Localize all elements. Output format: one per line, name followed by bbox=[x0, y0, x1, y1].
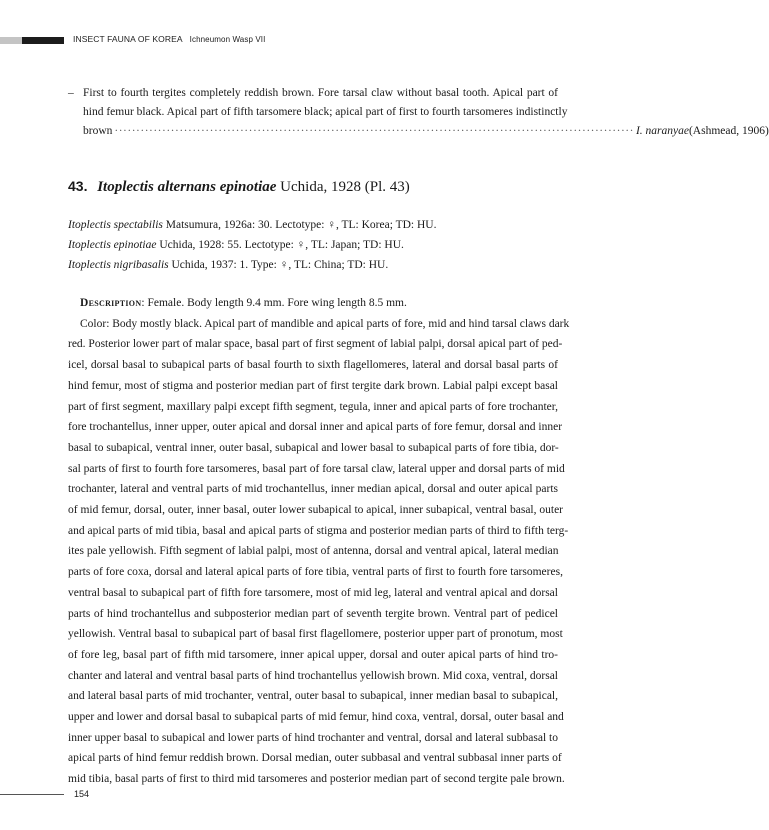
couplet-dash: – bbox=[68, 87, 74, 99]
description-line: and lateral basal parts of mid trochanter, ventral, outer basal to subapical, inner median basal to subapical, bbox=[68, 690, 558, 703]
header-bar-gray bbox=[0, 37, 22, 44]
description-line: of fore leg, basal part of fifth mid tarsomere, inner apical upper, dorsal and outer apical parts of hind tro- bbox=[68, 648, 558, 661]
description-intro-text: : Female. Body length 9.4 mm. Fore wing length 8.5 mm. bbox=[141, 297, 407, 309]
description-section bbox=[68, 293, 570, 790]
synonym-name: Itoplectis nigribasalis bbox=[68, 259, 169, 271]
description-line: parts of hind trochantellus and subposterior median part of seventh tergite brown. Ventral part of pedicel bbox=[68, 607, 558, 620]
description-line: fore trochantellus, inner upper, outer apical and dorsal inner and apical parts of fore femur, dorsal and inner bbox=[68, 421, 563, 434]
description-line: parts of fore coxa, dorsal and lateral apical parts of fore tibia, ventral parts of first to fourth fore tarsomeres, bbox=[68, 566, 563, 579]
description-label: Description bbox=[80, 297, 142, 309]
description-line: basal to subapical, ventral inner, outer basal, subapical and lower basal to subapical parts of fore tibia, dor- bbox=[68, 441, 559, 454]
description-line: and apical parts of mid tibia, basal and apical parts of stigma and posterior median parts of third to fifth terg- bbox=[68, 524, 569, 537]
species-plate: (Pl. 43) bbox=[364, 179, 410, 195]
color-description bbox=[68, 314, 570, 790]
synonymy-list bbox=[68, 215, 558, 275]
description-line: upper and lower and dorsal basal to subapical parts of mid femur, hind coxa, ventral, dorsal, outer basal and bbox=[68, 711, 564, 724]
description-line: red. Posterior lower part of malar space, basal part of first segment of labial palpi, dorsal apical part of ped- bbox=[68, 338, 563, 351]
couplet-authority: (Ashmead, 1906) bbox=[688, 125, 769, 137]
description-line: hind femur, most of stigma and posterior median part of first tergite dark brown. Labial palpi except basal bbox=[68, 379, 558, 392]
key-couplet bbox=[68, 84, 769, 141]
leader-dots: ························································································································ bbox=[114, 125, 634, 137]
couplet-line-2: hind femur black. Apical part of fifth tarsomere black; apical part of first to fourth tarsomeres indistinctly bbox=[83, 106, 568, 118]
description-line: ites pale yellowish. Fifth segment of labial palpi, most of antenna, dorsal and ventral apical, lateral median bbox=[68, 545, 559, 558]
synonym-citation: Uchida, 1928: 55. Lectotype: ♀, TL: Japan; TD: HU. bbox=[159, 239, 404, 251]
description-line: of mid femur, dorsal, outer, inner basal, outer lower subapical to apical, inner subapical, ventral basal, outer bbox=[68, 504, 564, 517]
header-bar-black bbox=[22, 37, 64, 44]
species-name: Itoplectis alternans epinotiae bbox=[97, 179, 277, 195]
page-number: 154 bbox=[74, 789, 90, 799]
couplet-line-3 bbox=[68, 122, 769, 141]
synonym-entry bbox=[68, 235, 558, 255]
synonym-entry bbox=[68, 215, 558, 235]
running-header bbox=[73, 34, 265, 44]
species-author: Uchida, 1928 bbox=[280, 179, 361, 195]
species-heading bbox=[68, 178, 410, 196]
description-line: apical parts of hind femur reddish brown. Dorsal median, outer subbasal and ventral subbasal inner parts of bbox=[68, 752, 562, 765]
description-line: sal parts of first to fourth fore tarsomeres, basal part of fore tarsal claw, lateral upper and dorsal parts of mid bbox=[68, 462, 565, 475]
species-number: 43. bbox=[68, 178, 88, 194]
description-line: mid tibia, basal parts of first to third mid tarsomeres and posterior median part of second tergite pale brown. bbox=[68, 773, 565, 786]
description-line: yellowish. Ventral basal to subapical part of basal first flagellomere, posterior upper part of pronotum, most bbox=[68, 628, 563, 641]
couplet-end-text: brown bbox=[83, 125, 113, 137]
description-line: icel, dorsal basal to subapical parts of basal fourth to sixth flagellomeres, lateral and dorsal basal parts of bbox=[68, 359, 558, 372]
description-intro bbox=[68, 293, 558, 314]
description-line: inner upper basal to subapical and lower parts of hind trochanter and ventral, dorsal and lateral subbasal to bbox=[68, 731, 558, 744]
synonym-name: Itoplectis epinotiae bbox=[68, 239, 157, 251]
description-line: ventral basal to subapical part of fifth fore tarsomere, most of mid leg, lateral and ventral apical and dorsal bbox=[68, 586, 558, 599]
synonym-entry bbox=[68, 255, 558, 275]
description-line: chanter and lateral and ventral basal parts of hind trochantellus yellowish brown. Mid coxa, ventral, dorsal bbox=[68, 669, 558, 682]
description-line: part of first segment, maxillary palpi except fifth segment, tegula, inner and apical parts of fore trochanter, bbox=[68, 400, 558, 413]
series-title: INSECT FAUNA OF KOREA bbox=[73, 34, 183, 44]
synonym-name: Itoplectis spectabilis bbox=[68, 219, 163, 231]
description-line: trochanter, lateral and ventral parts of mid trochantellus, inner median apical, dorsal and outer apical parts bbox=[68, 483, 558, 496]
couplet-species: I. naranyae bbox=[635, 125, 689, 137]
footer-rule bbox=[0, 794, 64, 795]
couplet-line-1: First to fourth tergites completely reddish brown. Fore tarsal claw without basal tooth. Apical part of bbox=[83, 87, 558, 99]
synonym-citation: Uchida, 1937: 1. Type: ♀, TL: China; TD: HU. bbox=[171, 259, 389, 271]
description-line: Color: Body mostly black. Apical part of mandible and apical parts of fore, mid and hind tarsal claws dark bbox=[80, 317, 570, 330]
synonym-citation: Matsumura, 1926a: 30. Lectotype: ♀, TL: Korea; TD: HU. bbox=[165, 219, 437, 231]
volume-title: Ichneumon Wasp VII bbox=[189, 35, 266, 44]
